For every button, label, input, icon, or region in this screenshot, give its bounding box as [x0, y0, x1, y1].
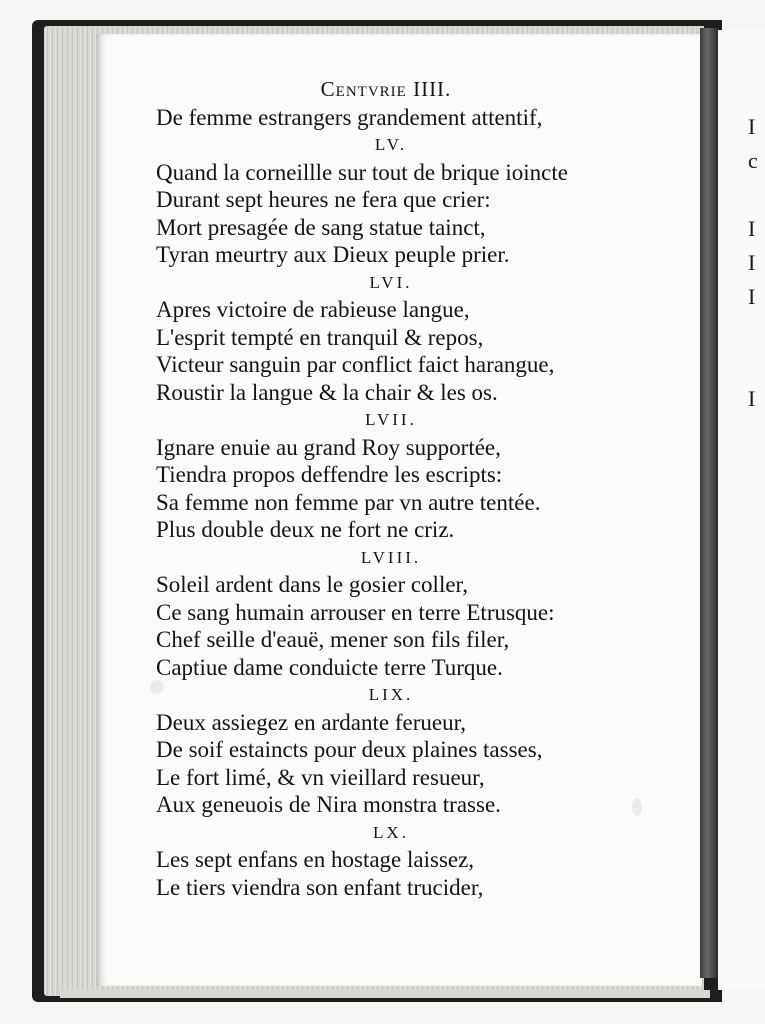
- quatrain-number: LIX.: [368, 685, 414, 704]
- verse-line: Ce sang humain arrouser en terre Etrusque:: [156, 599, 555, 625]
- facing-page-letter: [748, 348, 765, 382]
- quatrain-number: LX.: [373, 822, 409, 842]
- facing-page-letter: I: [748, 284, 756, 309]
- facing-page-letter: I: [748, 386, 756, 411]
- verse-line: Mort presagée de sang statue tainct,: [156, 214, 486, 240]
- verse-line: Captiue dame conduicte terre Turque.: [156, 654, 503, 680]
- verse-line: Le tiers viendra son enfant trucider,: [156, 874, 484, 900]
- page-text-block: [156, 76, 626, 901]
- verse-line: De soif estaincts pour deux plaines tasses,: [156, 737, 543, 762]
- verse-line: Le fort limé, & vn vieillard resueur,: [156, 764, 485, 790]
- verse-line: Plus double deux ne fort ne criz.: [156, 517, 455, 542]
- book-gutter: [700, 28, 718, 978]
- verse-line: Roustir la langue & la chair & les os.: [156, 379, 498, 405]
- verse-line: Ignare enuie au grand Roy supportée,: [156, 434, 501, 460]
- verse-line: Tyran meurtry aux Dieux peuple prier.: [156, 242, 510, 267]
- facing-page-letter: [748, 178, 765, 212]
- verse-line: Sa femme non femme par vn autre tentée.: [156, 489, 541, 515]
- verse-line: L'esprit tempté en tranquil & repos,: [156, 324, 484, 350]
- quatrain-number: LVIII.: [360, 547, 422, 567]
- running-header: [146, 76, 626, 104]
- verse-line: Aux geneuois de Nira monstra trasse.: [156, 792, 501, 817]
- facing-page-letter: I: [748, 250, 756, 275]
- facing-page-letter: I: [748, 114, 756, 139]
- verse-line: Quand la corneillle sur tout de brique ioincte: [156, 159, 568, 185]
- quatrain-number: LV.: [374, 135, 408, 154]
- facing-page-letter: I: [748, 216, 756, 241]
- facing-page-letter: [748, 314, 765, 348]
- facing-page-letter: c: [748, 148, 758, 173]
- verse-line: Soleil ardent dans le gosier coller,: [156, 572, 469, 597]
- verse-line: Les sept enfans en hostage laissez,: [156, 847, 475, 872]
- page-bottom-edge: [60, 990, 710, 998]
- running-header-text: Centvrie IIII.: [320, 77, 452, 101]
- verse-line: Apres victoire de rabieuse langue,: [156, 297, 470, 322]
- verse-line: Victeur sanguin par conflict faict harangue,: [156, 352, 555, 377]
- verse-line: Chef seille d'eauë, mener son fils filer,: [156, 627, 510, 652]
- verse-line: Tiendra propos deffendre les escripts:: [156, 462, 503, 487]
- verse-line: Deux assiegez en ardante ferueur,: [156, 709, 467, 735]
- verse-line: Durant sept heures ne fera que crier:: [156, 187, 491, 212]
- facing-page-text-edge: [748, 110, 765, 416]
- quatrain-number: LVI.: [369, 272, 413, 292]
- verse-line: De femme estrangers grandement attentif,: [156, 104, 543, 130]
- quatrain-number: LVII.: [365, 410, 417, 429]
- ink-blot: [632, 798, 642, 816]
